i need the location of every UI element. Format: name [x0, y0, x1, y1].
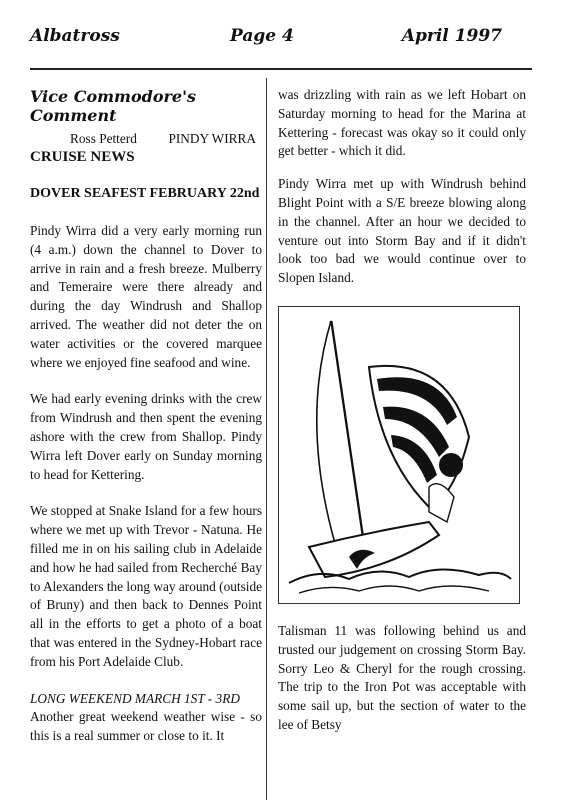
vessel-name: PINDY WIRRA: [168, 130, 256, 146]
paragraph-snake-island: We stopped at Snake Island for a few hours where we met up with Trevor - Natuna. He filled me in on his sailing club in Adelaide and how he had sailed from Recherché Bay to Alexanders the long way around (outside of Bruny) and then back to Dennes Point all in the efforts to get a photo of a boat that was entered in the Sydney-Hobart race from his Port Adelaide Club.: [30, 503, 262, 669]
paragraph-dover: Pindy Wirra did a very early morning run (4 a.m.) down the channel to Dover to arrive in rain and a fresh breeze. Mulberry and Temeraire were there already and during the day Windrush and Shallop arrived. The weather did not deter the on water activities or the covered marquee where we enjoyed fine seafood and wine.: [30, 222, 262, 370]
page-number: Page 4: [230, 26, 294, 46]
dover-seafest-heading: DOVER SEAFEST FEBRUARY 22nd: [30, 186, 260, 202]
byline: [30, 130, 262, 149]
paragraph-blight-point: Pindy Wirra met up with Windrush behind Blight Point with a S/E breeze blowing along in the channel. After an hour we decided to venture out into Storm Bay and if it didn't look too bad we would continue over to Slopen Island.: [278, 176, 526, 286]
section-title: Vice Commodore's Comment: [30, 87, 197, 125]
paragraph-drizzling: was drizzling with rain as we left Hobart on Saturday morning to head for the Marina at Kettering - forecast was okay so it could only get better - which it did.: [278, 87, 526, 159]
right-column: [278, 86, 526, 753]
long-weekend-heading: LONG WEEKEND MARCH 1ST - 3RD: [30, 690, 240, 706]
issue-date: April 1997: [401, 26, 502, 46]
paragraph-evening: We had early evening drinks with the crew from Windrush and then spent the evening ashore with the crew from Shallop. Pindy Wirra left Dover early on Sunday morning to head for Kettering.: [30, 391, 262, 482]
paragraph-talisman: Talisman 11 was following behind us and trusted our judgement on crossing Storm Bay. Sorry Leo & Cheryl for the rough crossing. The trip to the Iron Pot was acceptable with some sail up, but the section of water to the lee of Betsy: [278, 622, 526, 732]
header-rule: [30, 68, 532, 70]
left-column: [30, 88, 262, 764]
sailboat-illustration: [278, 306, 520, 604]
newsletter-name: Albatross: [30, 26, 120, 46]
column-divider: [266, 78, 267, 800]
sailboat-drawing: [279, 307, 519, 603]
cruise-news-heading: CRUISE NEWS: [30, 149, 135, 166]
paragraph-long-weekend: Another great weekend weather wise - so this is a real summer or close to it. It: [30, 709, 262, 744]
author-name: Ross Petterd: [70, 130, 137, 146]
